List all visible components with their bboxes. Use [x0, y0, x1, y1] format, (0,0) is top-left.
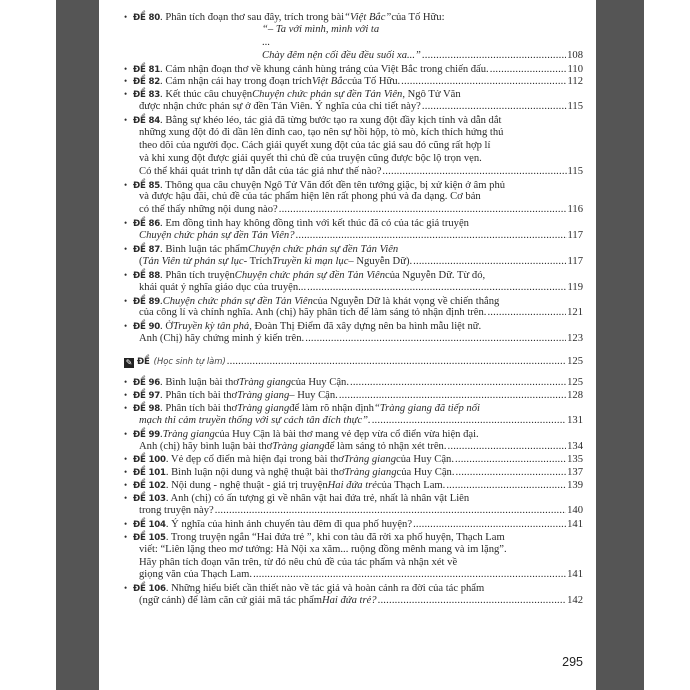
toc-entry-line	[124, 595, 583, 608]
bullet-icon: •	[124, 583, 128, 594]
toc-entry[interactable]	[124, 466, 583, 479]
entry-text: , Ngô Tử Văn	[402, 89, 461, 101]
toc-entry[interactable]	[124, 179, 583, 218]
toc-entry-line	[124, 295, 583, 308]
entry-text: . Cảm nhận cái hay trong đoạn trích	[160, 76, 312, 88]
toc-entry[interactable]	[124, 114, 583, 178]
toc-entry-line	[124, 217, 583, 230]
toc-entry-line	[124, 492, 583, 505]
dot-leader	[305, 333, 566, 346]
entry-label: ĐỀ 83	[133, 90, 161, 101]
entry-text: . Em đồng tình hay không đồng tình với kết thúc đã có của tác giả truyện	[160, 218, 469, 230]
entry-label: ĐỀ 85	[133, 180, 161, 191]
entry-text: theo dõi của người đọc. Cách giải quyết xung đột của tác giả sau đó cũng rất hợp lí	[139, 139, 491, 151]
toc-entry-line	[124, 191, 583, 204]
page-ref: 110	[567, 63, 583, 75]
dot-leader	[487, 307, 566, 320]
entry-text: . Trong truyện ngắn “Hai đứa trẻ ”, khi con tàu đã rời xa phố huyện, Thạch Lam	[165, 531, 505, 543]
entry-text: của Tố Hữu:	[391, 12, 445, 23]
entry-text: “Tràng giang đã tiếp nối	[373, 402, 480, 414]
entry-label: ĐỀ 98	[133, 403, 161, 414]
entry-label: ĐỀ 100	[133, 455, 166, 466]
page-ref: 131	[567, 414, 583, 426]
toc-entry-line	[124, 389, 583, 402]
entry-text: Tản Viên từ phán sự lục	[142, 255, 244, 267]
page-ref: 128	[567, 389, 583, 401]
entry-label: ĐỀ 82	[133, 77, 161, 88]
entry-text: Có thể khái quát trình tự dẫn dắt của tác giả như thế nào?	[139, 165, 382, 177]
dot-leader	[422, 50, 566, 63]
toc-entry[interactable]	[124, 75, 583, 88]
toc-group-1	[124, 11, 583, 346]
page-ref: 115	[567, 101, 583, 113]
toc-entry-line	[124, 24, 583, 37]
toc-entry-line	[124, 466, 583, 479]
page-ref: 135	[567, 454, 583, 466]
entry-text: để làm sáng tỏ nhận xét trên.	[324, 440, 447, 452]
toc-entry-line	[124, 544, 583, 557]
page-ref: 117	[567, 255, 583, 267]
entry-text: “– Ta với mình, mình với ta	[262, 23, 380, 35]
right-scan-border	[596, 0, 644, 690]
entry-text: Hai đứa trẻ?	[321, 595, 377, 607]
toc-entry-line	[124, 569, 583, 582]
toc-entry-line	[124, 428, 583, 441]
bullet-icon: •	[124, 321, 128, 332]
dot-leader	[413, 256, 566, 269]
bullet-icon: •	[124, 480, 128, 491]
toc-entry-line	[124, 243, 583, 256]
toc-entry[interactable]	[124, 518, 583, 531]
toc-entry-line	[124, 153, 583, 166]
toc-entry[interactable]	[124, 531, 583, 583]
toc-entry[interactable]	[124, 320, 583, 346]
entry-text: mạch thi cảm truyền thống với sự cách tân đích thực”.	[139, 414, 371, 426]
entry-text: Tràng giang	[344, 467, 397, 479]
bullet-icon: •	[124, 244, 128, 255]
toc-entry[interactable]	[124, 389, 583, 402]
entry-text: . Phân tích bài thơ	[160, 402, 238, 414]
bullet-icon: •	[124, 454, 128, 465]
toc-entry-line	[124, 320, 583, 333]
toc-group-2	[124, 376, 583, 608]
toc-entry[interactable]	[124, 492, 583, 518]
entry-text: . Kết thúc câu chuyện	[160, 89, 253, 101]
dot-leader	[422, 101, 567, 114]
toc-entry-line	[124, 166, 583, 179]
entry-text: của Nguyễn Dữ là khát vọng về chiến thắng	[312, 295, 500, 307]
entry-text: . Thông qua câu chuyện Ngô Tử Văn đốt đền tên tướng giặc, bị xử kiện ở âm phủ	[160, 179, 506, 191]
entry-label: ĐỀ 86	[133, 219, 161, 230]
toc-entry[interactable]	[124, 243, 583, 269]
pencil-icon: ✎	[125, 358, 133, 368]
heading-label: ĐỀ	[137, 357, 150, 368]
bullet-icon: •	[124, 377, 128, 388]
toc-entry[interactable]	[124, 63, 583, 76]
toc-entry-line	[124, 127, 583, 140]
entry-label: ĐỀ 97	[133, 390, 161, 401]
toc-entry[interactable]	[124, 479, 583, 492]
entry-text: Tràng giang	[272, 440, 325, 452]
entry-text: . Phân tích đoạn thơ sau đây, trích trong bài	[160, 12, 345, 23]
page-ref: 112	[567, 76, 583, 88]
heading-subtitle: (Học sinh tự làm)	[153, 356, 226, 367]
entry-label: ĐỀ 80	[133, 13, 161, 23]
entry-text: . Ý nghĩa của hình ảnh chuyến tàu đêm đi qua phố huyện?	[165, 518, 413, 530]
entry-text: trong truyện này?	[139, 504, 214, 516]
page-ref: 125	[567, 356, 583, 368]
page-ref: 116	[567, 204, 583, 216]
page-ref: 117	[567, 230, 583, 242]
table-of-contents	[124, 11, 583, 608]
toc-entry-line	[124, 114, 583, 127]
bullet-icon: •	[124, 12, 128, 22]
entry-text: .	[160, 428, 163, 440]
dot-leader	[253, 569, 566, 582]
entry-text: Tràng giang	[343, 454, 397, 466]
toc-entry-line	[124, 204, 583, 217]
toc-entry-line	[124, 402, 583, 415]
toc-entry-line	[124, 415, 583, 428]
toc-entry[interactable]	[124, 11, 583, 63]
entry-text: . Bình luận bài thơ	[160, 377, 239, 389]
page-ref: 115	[567, 165, 583, 177]
bullet-icon: •	[124, 89, 128, 100]
entry-label: ĐỀ 81	[133, 64, 161, 75]
entry-text: – Huy Cận.	[289, 389, 338, 401]
entry-label: ĐỀ 106	[133, 584, 166, 595]
entry-label: ĐỀ 102	[133, 481, 166, 492]
dot-leader	[378, 595, 567, 608]
dot-leader	[448, 441, 567, 454]
entry-label: ĐỀ 104	[133, 519, 166, 530]
dot-leader	[307, 282, 566, 295]
entry-label: ĐỀ 99	[133, 429, 161, 440]
toc-entry-line	[124, 101, 583, 114]
entry-text: của Huy Cận.	[396, 454, 454, 466]
entry-text: .	[160, 295, 163, 307]
bullet-icon: •	[124, 531, 128, 542]
entry-text: để làm rõ nhận định	[289, 402, 374, 414]
entry-text: . Bình luận nội dung và nghệ thuật bài thơ	[165, 467, 345, 479]
toc-entry[interactable]	[124, 295, 583, 321]
toc-entry-line	[124, 50, 583, 63]
toc-entry-line	[124, 256, 583, 269]
toc-entry-line	[124, 505, 583, 518]
dot-leader	[372, 415, 566, 428]
entry-text: Truyền kỳ tân phả	[172, 321, 250, 333]
bullet-icon: •	[124, 428, 128, 439]
entry-label: ĐỀ 84	[133, 116, 161, 127]
entry-label: ĐỀ 89	[133, 296, 161, 307]
entry-text: và khi xung đột được giải quyết thì chủ đề của truyện cũng được bộc lộ trọn vẹn.	[139, 152, 482, 164]
page-ref: 140	[567, 504, 583, 516]
entry-text: – Nguyễn Dữ).	[348, 255, 413, 267]
toc-entry-line	[124, 269, 583, 282]
entry-text: của công lí và chính nghĩa. Anh (chị) hãy phân tích để làm sáng tỏ nhận định trên.	[139, 307, 487, 319]
toc-entry-line	[124, 37, 583, 50]
entry-label: ĐỀ 90	[133, 322, 161, 333]
page-ref: 121	[567, 307, 583, 319]
dot-leader	[296, 230, 567, 243]
entry-text: . Những hiểu biết cần thiết nào về tác giả và hoàn cảnh ra đời của tác phẩm	[165, 583, 485, 595]
page-ref: 141	[567, 569, 583, 581]
entry-text: Chuyện chức phán sự đền Tản Viên	[252, 89, 403, 101]
toc-entry-line	[124, 307, 583, 320]
entry-text: được nhận chức phán sự ở đền Tản Viên. Ý nghĩa của chi tiết này?	[139, 101, 421, 113]
page-ref: 134	[567, 440, 583, 452]
entry-text: (	[139, 255, 143, 267]
bullet-icon: •	[124, 218, 128, 229]
entry-text: của Huy Cận.	[396, 467, 455, 479]
entry-text: . Phân tích bài thơ	[160, 389, 238, 401]
entry-text: . Bình luận tác phẩm	[160, 244, 248, 256]
page-ref: 108	[567, 49, 583, 61]
entry-text: . Vẻ đẹp cổ điển mà hiện đại trong bài thơ	[165, 454, 344, 466]
entry-text: . Ở	[160, 321, 173, 333]
entry-text: Anh (chị) hãy bình luận bài thơ	[139, 440, 273, 452]
entry-text: “Việt Bắc”	[344, 12, 392, 23]
entry-text: Tràng giang	[162, 428, 215, 440]
toc-entry-line	[124, 230, 583, 243]
bullet-icon: •	[124, 467, 128, 478]
entry-label: ĐỀ 87	[133, 245, 161, 256]
entry-text: Tràng giang	[237, 402, 290, 414]
entry-text: Chuyện chức phán sự đền Tản Viên	[234, 269, 385, 281]
entry-text: Chuyện chức phán sự đền Tản Viên	[162, 295, 313, 307]
toc-entry-line	[124, 582, 583, 595]
dot-leader	[227, 356, 566, 369]
dot-leader	[279, 204, 567, 217]
toc-entry-line	[124, 557, 583, 570]
entry-text: . Cảm nhận đoạn thơ về khung cảnh hùng tráng của Việt Bắc trong chiến đấu.	[160, 63, 489, 75]
page-ref: 141	[567, 518, 583, 530]
entry-text: và được hậu đãi, chủ đề của tác phẩm hiện lên rất phong phú và đa dạng. Cơ bản	[139, 191, 481, 203]
entry-text: Anh (Chị) hãy chứng minh ý kiến trên.	[139, 333, 305, 345]
entry-label: ĐỀ 88	[133, 270, 161, 281]
entry-text: của Huy Cận.	[291, 377, 349, 389]
entry-text: Chày đêm nện cối đều đều suối xa...”	[262, 49, 421, 61]
toc-entry[interactable]	[124, 582, 583, 608]
entry-label: ĐỀ 101	[133, 468, 166, 479]
toc-entry-line	[124, 140, 583, 153]
bullet-icon: •	[124, 63, 128, 74]
dot-leader	[215, 505, 566, 518]
toc-entry-line	[124, 376, 583, 389]
entry-text: . Phân tích truyện	[160, 269, 235, 281]
entry-label: ĐỀ 96	[133, 378, 161, 389]
page-ref: 137	[567, 467, 583, 479]
toc-entry-line	[124, 88, 583, 101]
entry-text: Chuyện chức phán sự đền Tản Viên	[248, 244, 399, 256]
entry-text: của Nguyễn Dữ. Từ đó,	[385, 269, 486, 281]
toc-entry[interactable]	[124, 217, 583, 243]
entry-text: của Tố Hữu.	[347, 76, 401, 88]
bullet-icon: •	[124, 269, 128, 280]
entry-text: của Huy Cận là bài thơ mang vẻ đẹp vừa cổ điển vừa hiện đại.	[214, 428, 479, 440]
entry-text: (ngữ cảnh) để làm căn cứ giải mã tác phẩm	[139, 595, 322, 607]
entry-text: giọng văn của Thạch Lam.	[139, 569, 253, 581]
toc-entry-line	[124, 479, 583, 492]
entry-label: ĐỀ 103	[133, 494, 166, 505]
toc-entry-line	[124, 333, 583, 346]
entry-text: của Thạch Lam.	[376, 480, 446, 492]
toc-entry-line	[124, 453, 583, 466]
bullet-icon: •	[124, 389, 128, 400]
toc-entry[interactable]	[124, 428, 583, 454]
toc-entry-line	[124, 531, 583, 544]
bullet-icon: •	[124, 76, 128, 87]
entry-text: Truyền kì mạn lục	[272, 255, 349, 267]
toc-entry[interactable]	[124, 269, 583, 295]
entry-text: . Nội dung - nghệ thuật - giá trị truyện	[165, 480, 328, 492]
page-ref: 142	[567, 595, 583, 607]
bullet-icon: •	[124, 295, 128, 306]
toc-entry[interactable]	[124, 453, 583, 466]
entry-text: - Trích	[243, 255, 273, 267]
entry-text: . Anh (chị) có ấn tượng gì về nhân vật hai đứa trẻ, nhất là nhân vật Liên	[165, 493, 470, 505]
entry-text: Hãy phân tích đoạn văn trên, từ đó nêu chủ đề của tác phẩm và nhận xét về	[139, 556, 458, 568]
left-scan-border	[56, 0, 99, 690]
entry-text: , Đoàn Thị Điểm đã xây dựng nên ba hình mẫu liệt nữ.	[249, 321, 482, 333]
entry-text: Chuyện chức phán sự đền Tản Viên?	[139, 230, 295, 242]
entry-text: Hai đứa trẻ	[327, 480, 377, 492]
toc-entry-line	[124, 11, 583, 24]
entry-text: Tràng giang	[237, 389, 290, 401]
toc-entry-line	[124, 75, 583, 88]
toc-entry-line	[124, 179, 583, 192]
entry-text: ...	[262, 36, 270, 48]
bullet-icon: •	[124, 402, 128, 413]
page-ref: 119	[567, 281, 583, 293]
toc-entry-line	[124, 441, 583, 454]
entry-text: viết: “Liên lặng theo mơ tưởng: Hà Nội xa xăm... ruộng đồng mênh mang và im lặng”.	[139, 543, 507, 555]
bullet-icon: •	[124, 493, 128, 504]
bullet-icon: •	[124, 518, 128, 529]
page-ref: 139	[567, 480, 583, 492]
dot-leader	[382, 166, 566, 179]
toc-entry-line	[124, 63, 583, 76]
toc-entry-line	[124, 282, 583, 295]
entry-label: ĐỀ 105	[133, 532, 166, 543]
page-ref: 123	[567, 333, 583, 345]
toc-entry[interactable]	[124, 402, 583, 428]
page-number: 295	[562, 655, 583, 669]
toc-entry-line	[124, 518, 583, 531]
toc-entry[interactable]	[124, 88, 583, 114]
entry-text: Việt Bắc	[311, 76, 348, 88]
entry-text: khái quát ý nghĩa giáo dục của truyện...	[139, 281, 307, 293]
entry-text: những xung đột đó đi dần lên đỉnh cao, tạo nên sự hồi hộp, tò mò, kích thích hứng thú	[139, 127, 504, 139]
toc-section-heading[interactable]	[124, 355, 583, 368]
bullet-icon: •	[124, 179, 128, 190]
toc-entry[interactable]	[124, 376, 583, 389]
entry-text: . Bằng sự khéo léo, tác giả đã từng bước tạo ra xung đột đầy kịch tính và dẫn dắt	[160, 115, 502, 127]
entry-text: Tràng giang	[238, 377, 292, 389]
page-ref: 125	[567, 377, 583, 389]
bullet-icon: •	[124, 115, 128, 126]
entry-text: có thể thấy những nội dung nào?	[139, 204, 278, 216]
